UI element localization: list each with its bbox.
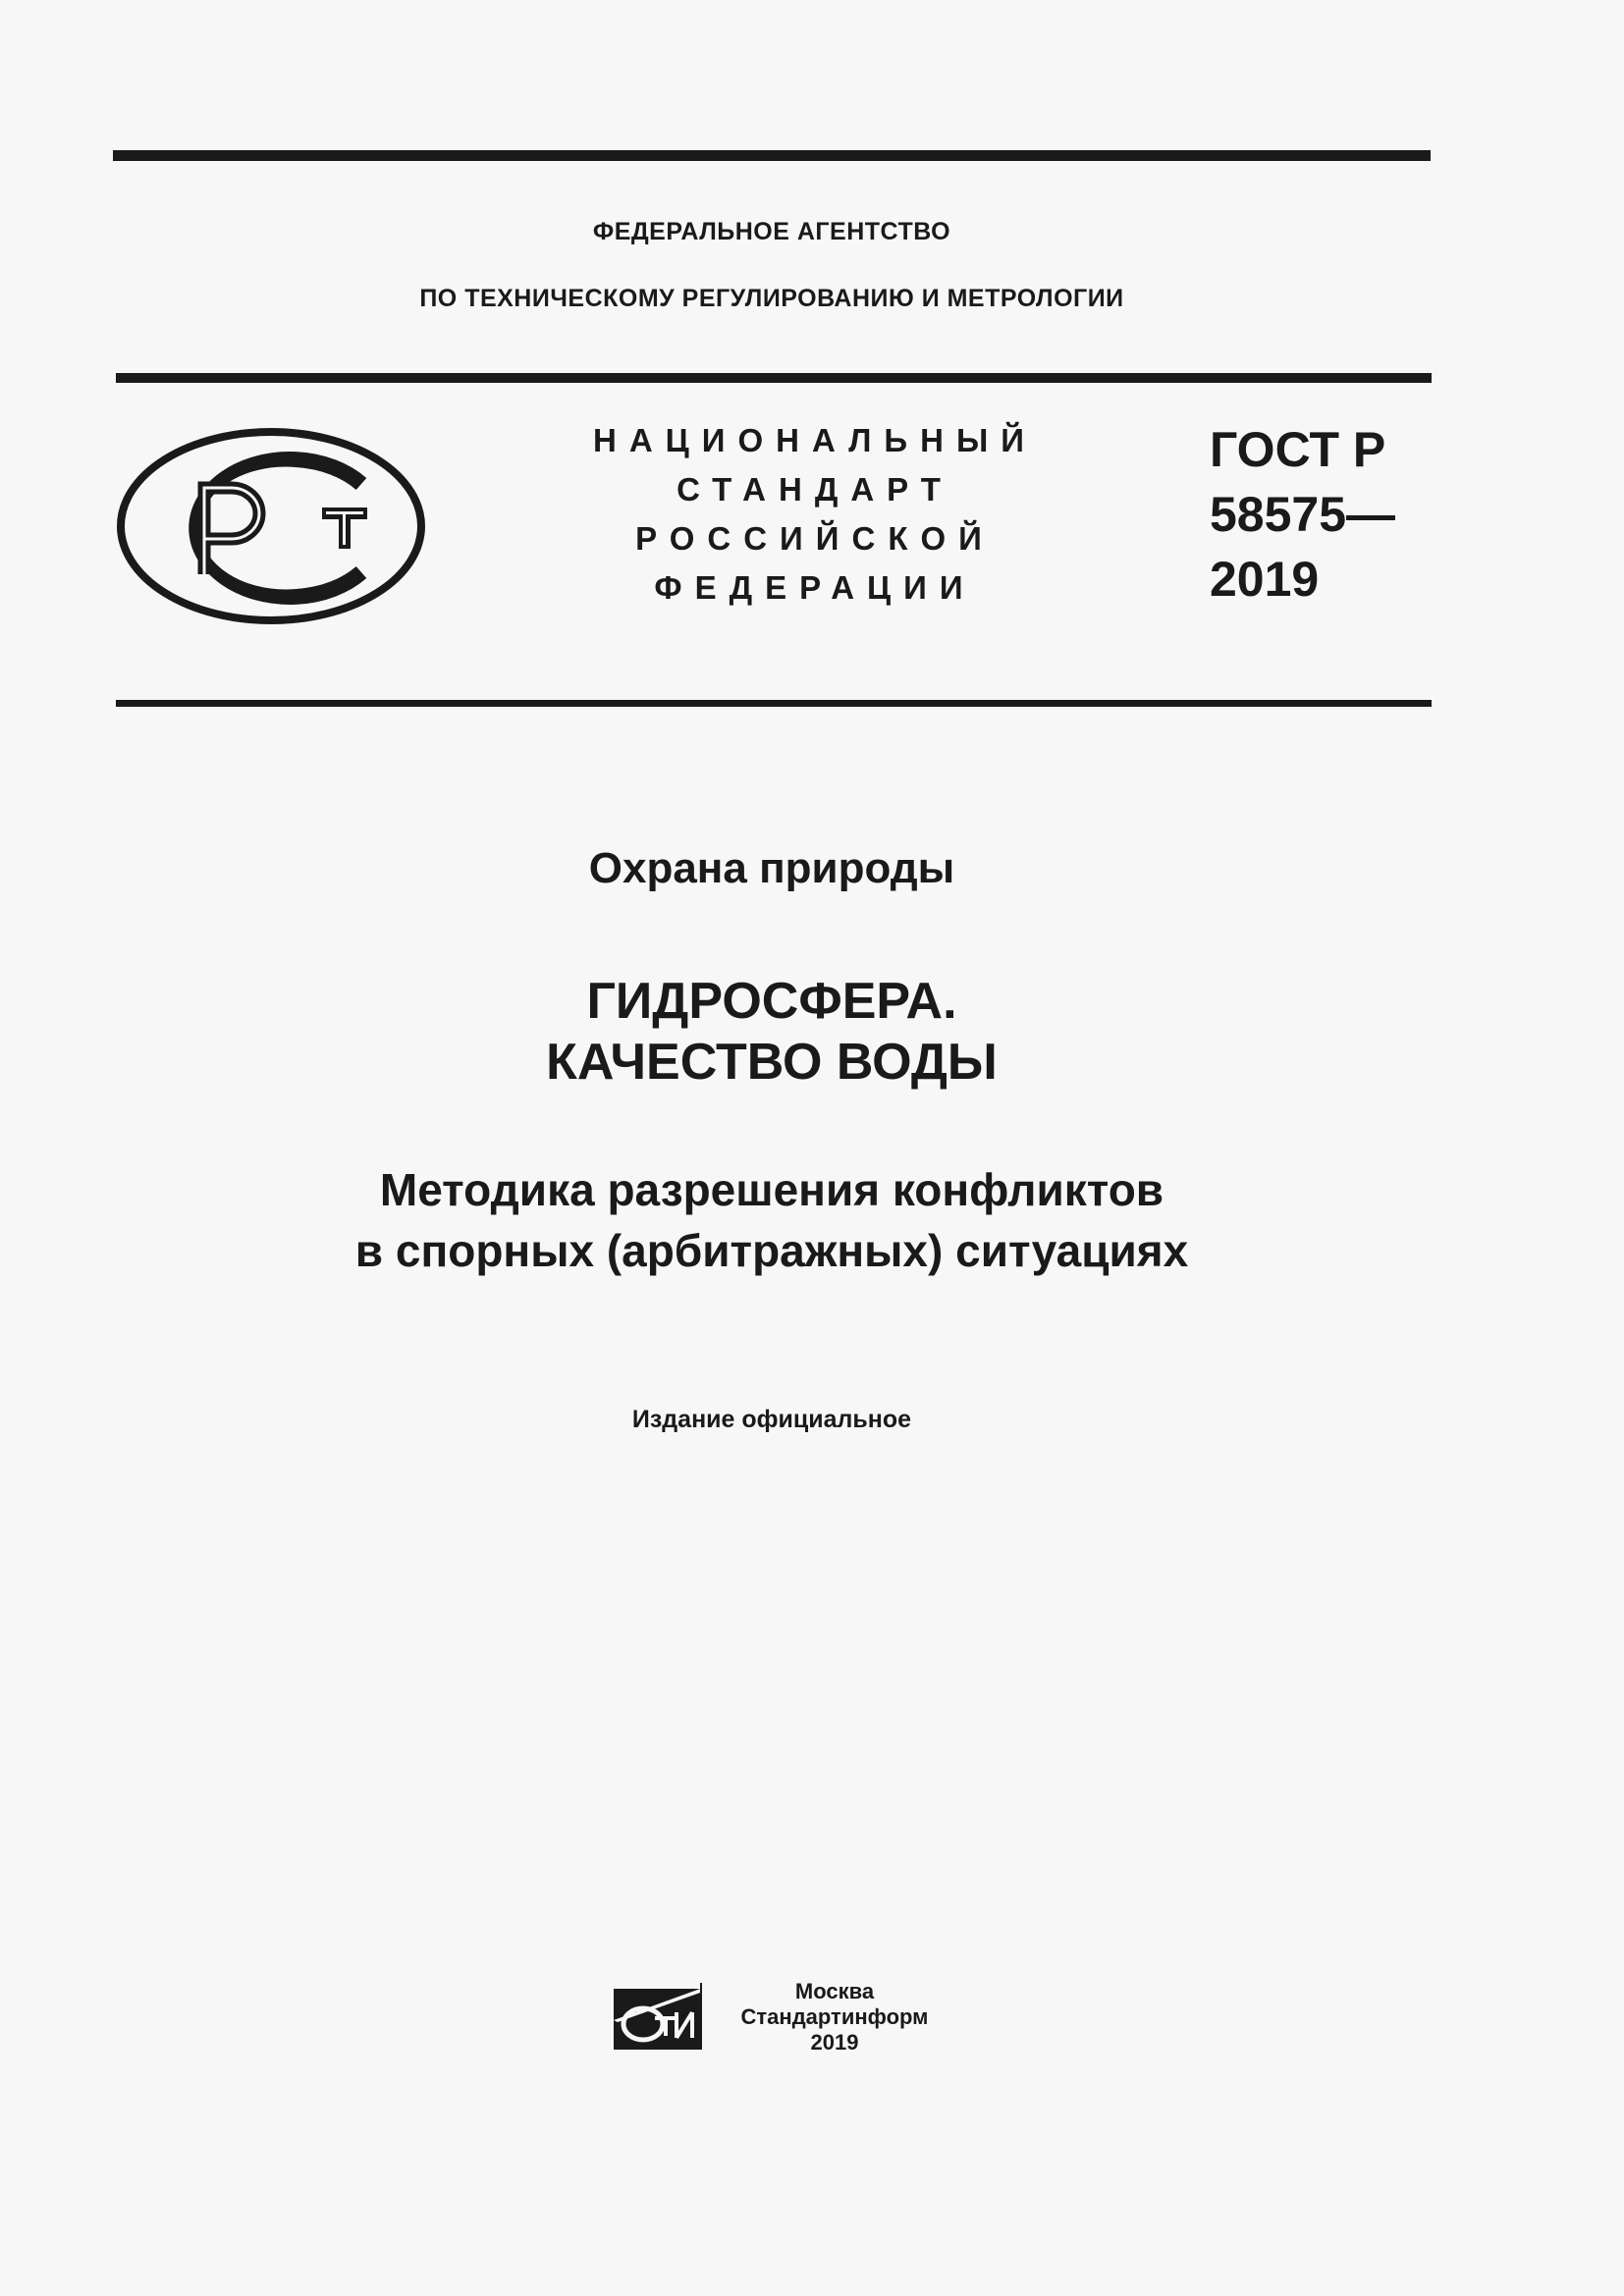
subtitle-line2: в спорных (арбитражных) ситуациях xyxy=(354,1225,1189,1276)
standard-block-bottom-rule xyxy=(116,700,1432,707)
national-standard-line1: НАЦИОНАЛЬНЫЙ xyxy=(593,422,1037,458)
standard-block-top-rule xyxy=(116,373,1432,383)
gost-designation-line2: 58575— xyxy=(1210,487,1396,542)
top-rule xyxy=(113,150,1431,161)
agency-name-line1: ФЕДЕРАЛЬНОЕ АГЕНТСТВО xyxy=(592,218,951,245)
standartinform-logo-icon xyxy=(612,1981,705,2054)
publisher-city: Москва xyxy=(794,1979,875,2003)
title-line2: КАЧЕСТВО ВОДЫ xyxy=(546,1034,998,1091)
subject-heading: Охрана природы xyxy=(588,844,955,892)
rst-mark-icon xyxy=(116,427,426,625)
gost-designation-line3: 2019 xyxy=(1210,552,1320,607)
national-standard-line4: ФЕДЕРАЦИИ xyxy=(654,569,976,606)
gost-designation-line1: ГОСТ Р xyxy=(1210,422,1386,477)
subtitle-line1: Методика разрешения конфликтов xyxy=(379,1164,1164,1215)
national-standard-line3: РОССИЙСКОЙ xyxy=(635,520,995,557)
publisher-name: Стандартинформ xyxy=(740,2004,929,2029)
edition-note: Издание официальное xyxy=(631,1406,912,1433)
agency-name-line2: ПО ТЕХНИЧЕСКОМУ РЕГУЛИРОВАНИЮ И МЕТРОЛОГИИ xyxy=(419,285,1124,312)
title-line1: ГИДРОСФЕРА. xyxy=(586,973,957,1030)
publication-year: 2019 xyxy=(810,2030,859,2055)
national-standard-line2: СТАНДАРТ xyxy=(677,471,953,507)
